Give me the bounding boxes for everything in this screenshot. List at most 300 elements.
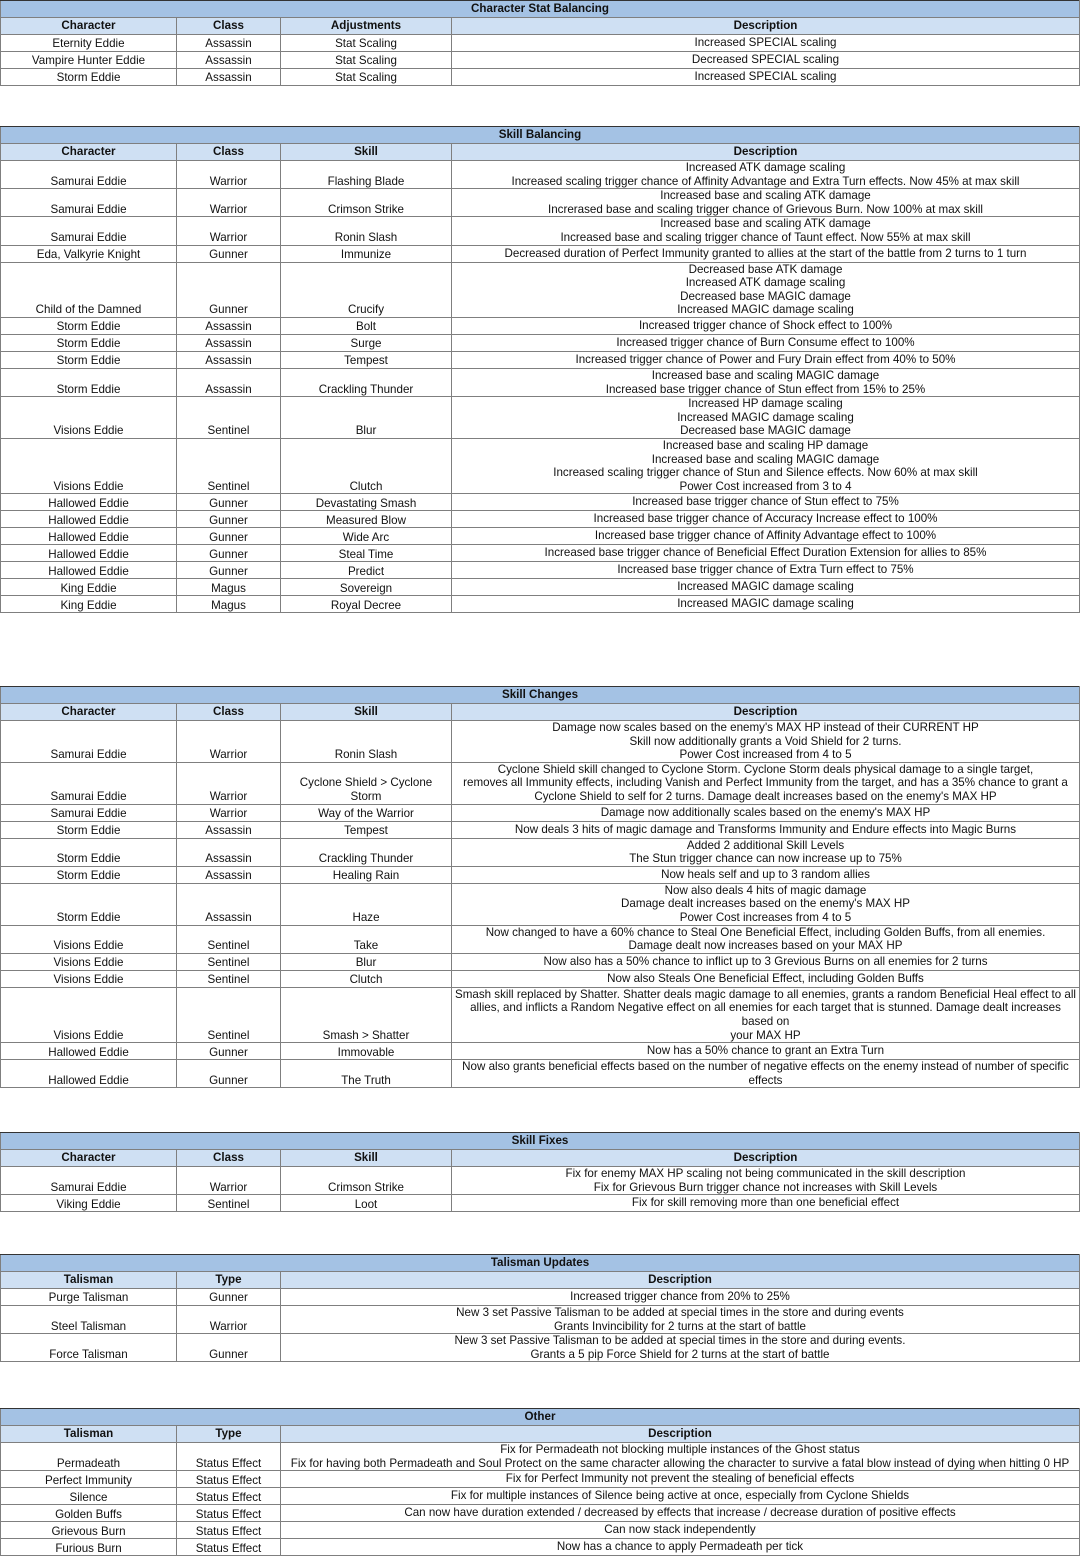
cell-class: Gunner: [177, 245, 281, 262]
table-row: [1, 1539, 1080, 1556]
description-line: Increased base trigger chance of Accuracy Increase effect to 100%: [593, 512, 938, 526]
cell-character: Samurai Eddie: [1, 161, 177, 189]
description-line: Increased trigger chance of Shock effect to 100%: [638, 319, 893, 333]
cell-skill: The Truth: [281, 1060, 452, 1088]
cell-adjustments: Stat Scaling: [281, 69, 452, 86]
cell-character: Storm Eddie: [1, 317, 177, 334]
cell-description: [281, 1539, 1080, 1556]
cell-description: [452, 545, 1080, 562]
description-line: New 3 set Passive Talisman to be added at special times in the store and during events.: [454, 1334, 906, 1348]
cell-description: [281, 1471, 1080, 1488]
description-line: Increased trigger chance from 20% to 25%: [570, 1290, 790, 1304]
cell-class: Assassin: [177, 866, 281, 883]
cell-class: Assassin: [177, 69, 281, 86]
section-skill-balancing: [0, 126, 1080, 613]
table-row: [1, 1505, 1080, 1522]
cell-character: Storm Eddie: [1, 69, 177, 86]
section-title: Character Stat Balancing: [1, 1, 1080, 18]
table-row: [1, 1306, 1080, 1334]
table-row: [1, 1289, 1080, 1306]
description-line: Fix for multiple instances of Silence being active at once, especially from Cyclone Shields: [450, 1489, 910, 1503]
description-line: Damage now scales based on the enemy's MAX HP instead of their CURRENT HP: [552, 721, 979, 734]
table-row: [1, 511, 1080, 528]
cell-character: Child of the Damned: [1, 262, 177, 317]
cell-character: King Eddie: [1, 579, 177, 596]
table-row: [1, 562, 1080, 579]
cell-type: Warrior: [177, 1306, 281, 1334]
description-line: Decreased base ATK damage: [688, 262, 843, 276]
cell-class: Warrior: [177, 161, 281, 189]
description-line: Increased base and scaling trigger chance of Taunt effect. Now 55% at max skill: [560, 230, 971, 244]
description-line: Decreased duration of Perfect Immunity granted to allies at the start of the battle from 2 turns to 1 turn: [504, 246, 1027, 260]
column-header: Skill: [281, 1150, 452, 1167]
cell-description: [452, 866, 1080, 883]
cell-class: Assassin: [177, 883, 281, 925]
cell-skill: Crackling Thunder: [281, 368, 452, 396]
cell-skill: Devastating Smash: [281, 494, 452, 511]
table-row: [1, 925, 1080, 953]
table-row: [1, 69, 1080, 86]
cell-description: [281, 1443, 1080, 1471]
table-row: [1, 579, 1080, 596]
section-title: Other: [1, 1409, 1080, 1426]
cell-description: [452, 368, 1080, 396]
description-line: Fix for skill removing more than one beneficial effect: [631, 1196, 900, 1210]
cell-type: Gunner: [177, 1334, 281, 1362]
cell-description: [452, 528, 1080, 545]
cell-description: [452, 1167, 1080, 1195]
table-row: [1, 596, 1080, 613]
cell-character: Hallowed Eddie: [1, 562, 177, 579]
cell-class: Assassin: [177, 368, 281, 396]
cell-class: Sentinel: [177, 925, 281, 953]
cell-class: Gunner: [177, 1043, 281, 1060]
cell-type: Status Effect: [177, 1488, 281, 1505]
cell-character: Eternity Eddie: [1, 35, 177, 52]
section-title: Skill Balancing: [1, 127, 1080, 144]
cell-character: Storm Eddie: [1, 334, 177, 351]
cell-skill: Clutch: [281, 438, 452, 493]
description-line: Power Cost increased from 4 to 5: [679, 748, 852, 762]
table-row: [1, 52, 1080, 69]
cell-class: Assassin: [177, 334, 281, 351]
cell-character: King Eddie: [1, 596, 177, 613]
cell-skill: Flashing Blade: [281, 161, 452, 189]
column-header: Description: [452, 18, 1080, 35]
cell-class: Gunner: [177, 262, 281, 317]
cell-character: Samurai Eddie: [1, 217, 177, 245]
table-row: [1, 953, 1080, 970]
cell-talisman: Grievous Burn: [1, 1522, 177, 1539]
cell-description: [452, 245, 1080, 262]
column-header: Description: [452, 144, 1080, 161]
column-header: Description: [452, 704, 1080, 721]
description-line: Fix for enemy MAX HP scaling not being communicated in the skill description: [565, 1167, 966, 1180]
cell-skill: Crimson Strike: [281, 1167, 452, 1195]
cell-description: [452, 161, 1080, 189]
cell-character: Visions Eddie: [1, 397, 177, 439]
cell-description: [452, 217, 1080, 245]
column-header: Skill: [281, 144, 452, 161]
description-line: Increased scaling trigger chance of Stun and Silence effects. Now 60% at max skill: [553, 466, 978, 480]
table-row: [1, 762, 1080, 804]
cell-description: [452, 883, 1080, 925]
cell-description: [452, 925, 1080, 953]
cell-skill: Bolt: [281, 317, 452, 334]
description-line: removes all Immunity effects, including Vanish and Perfect Immunity from the target, and has a 35% chance to grant a: [463, 776, 1068, 790]
table-row: [1, 1043, 1080, 1060]
cell-description: [452, 762, 1080, 804]
cell-character: Samurai Eddie: [1, 1167, 177, 1195]
cell-talisman: Force Talisman: [1, 1334, 177, 1362]
table-talisman-updates: [0, 1254, 1080, 1362]
column-header: Class: [177, 1150, 281, 1167]
table-row: [1, 528, 1080, 545]
description-line: Increased base and scaling HP damage: [662, 438, 869, 452]
description-line: Increrased base and scaling trigger chance of Grievous Burn. Now 100% at max skill: [548, 202, 983, 216]
cell-class: Gunner: [177, 545, 281, 562]
cell-type: Status Effect: [177, 1539, 281, 1556]
cell-description: [452, 189, 1080, 217]
description-line: Now also deals 4 hits of magic damage: [664, 883, 867, 897]
cell-class: Sentinel: [177, 970, 281, 987]
cell-description: [452, 262, 1080, 317]
cell-class: Sentinel: [177, 953, 281, 970]
cell-description: [452, 69, 1080, 86]
table-row: [1, 883, 1080, 925]
column-header: Class: [177, 144, 281, 161]
cell-class: Gunner: [177, 528, 281, 545]
column-header: Description: [281, 1426, 1080, 1443]
table-row: [1, 317, 1080, 334]
table-row: [1, 35, 1080, 52]
table-row: [1, 334, 1080, 351]
cell-skill: Wide Arc: [281, 528, 452, 545]
description-line: allies, and inflicts a Random Negative effect on all enemies for each target that is stunned. Damage dealt increases based on: [470, 1001, 1061, 1028]
cell-character: Storm Eddie: [1, 866, 177, 883]
table-row: [1, 804, 1080, 821]
cell-skill: Tempest: [281, 821, 452, 838]
description-line: Increased trigger chance of Power and Fury Drain effect from 40% to 50%: [575, 353, 956, 367]
cell-description: [452, 334, 1080, 351]
table-row: [1, 1471, 1080, 1488]
table-row: [1, 438, 1080, 493]
cell-character: Hallowed Eddie: [1, 494, 177, 511]
cell-class: Sentinel: [177, 987, 281, 1042]
section-title: Skill Changes: [1, 687, 1080, 704]
description-line: Can now stack independently: [604, 1523, 756, 1537]
description-line: Increased base trigger chance of Stun effect from 15% to 25%: [605, 382, 926, 396]
description-line: Cyclone Shield to self for 2 turns. Damage dealt increases based on the enemy's MAX HP: [534, 789, 997, 803]
cell-character: Hallowed Eddie: [1, 528, 177, 545]
cell-class: Warrior: [177, 217, 281, 245]
description-line: Added 2 additional Skill Levels: [686, 838, 845, 852]
table-row: [1, 1522, 1080, 1539]
table-other: [0, 1408, 1080, 1556]
description-line: Now has a 50% chance to grant an Extra Turn: [646, 1044, 885, 1058]
description-line: Smash skill replaced by Shatter. Shatter deals magic damage to all enemies, grants a random Beneficial Heal effect to all: [454, 987, 1077, 1001]
cell-class: Warrior: [177, 804, 281, 821]
cell-class: Sentinel: [177, 438, 281, 493]
cell-skill: Way of the Warrior: [281, 804, 452, 821]
table-character-stat-balancing: [0, 0, 1080, 86]
cell-description: [452, 562, 1080, 579]
description-line: Increased HP damage scaling: [688, 397, 843, 411]
cell-skill: Healing Rain: [281, 866, 452, 883]
cell-class: Gunner: [177, 494, 281, 511]
description-line: Increased MAGIC damage scaling: [677, 303, 854, 317]
table-row: [1, 397, 1080, 439]
description-line: Now also grants beneficial effects based on the number of negative effects on the enemy instead of number of specific effects: [462, 1060, 1069, 1087]
cell-skill: Immunize: [281, 245, 452, 262]
table-row: [1, 1195, 1080, 1212]
cell-class: Sentinel: [177, 397, 281, 439]
table-row: [1, 1443, 1080, 1471]
table-skill-fixes: [0, 1132, 1080, 1212]
cell-description: [452, 987, 1080, 1042]
cell-description: [452, 596, 1080, 613]
cell-character: Storm Eddie: [1, 821, 177, 838]
cell-character: Viking Eddie: [1, 1195, 177, 1212]
description-line: Increased base trigger chance of Beneficial Effect Duration Extension for allies to 85%: [544, 546, 987, 560]
cell-class: Gunner: [177, 562, 281, 579]
description-line: Damage dealt now increases based on your MAX HP: [628, 939, 903, 953]
description-line: Increased MAGIC damage scaling: [677, 580, 854, 594]
cell-character: Hallowed Eddie: [1, 511, 177, 528]
cell-description: [452, 438, 1080, 493]
cell-character: Visions Eddie: [1, 953, 177, 970]
table-row: [1, 245, 1080, 262]
section-character-stat-balancing: [0, 0, 1080, 86]
description-line: your MAX HP: [730, 1028, 801, 1042]
cell-description: [281, 1522, 1080, 1539]
column-header: Type: [177, 1272, 281, 1289]
cell-class: Warrior: [177, 189, 281, 217]
cell-class: Sentinel: [177, 1195, 281, 1212]
table-row: [1, 970, 1080, 987]
table-row: [1, 838, 1080, 866]
cell-description: [452, 970, 1080, 987]
cell-class: Assassin: [177, 317, 281, 334]
description-line: Decreased base MAGIC damage: [680, 424, 851, 438]
cell-description: [452, 804, 1080, 821]
cell-skill: Cyclone Shield > Cyclone Storm: [281, 762, 452, 804]
cell-character: Samurai Eddie: [1, 804, 177, 821]
cell-skill: Clutch: [281, 970, 452, 987]
description-line: Increased SPECIAL scaling: [694, 70, 837, 84]
description-line: Increased SPECIAL scaling: [694, 36, 837, 50]
description-line: Now changed to have a 60% chance to Steal One Beneficial Effect, including Golden Buffs, from all enemies.: [485, 925, 1046, 939]
cell-class: Gunner: [177, 511, 281, 528]
description-line: Increased trigger chance of Burn Consume effect to 100%: [616, 336, 915, 350]
column-header: Type: [177, 1426, 281, 1443]
cell-class: Magus: [177, 596, 281, 613]
cell-skill: Blur: [281, 953, 452, 970]
description-line: Now also has a 50% chance to inflict up to 3 Grevious Burns on all enemies for 2 turns: [543, 954, 988, 968]
cell-class: Warrior: [177, 1167, 281, 1195]
cell-class: Assassin: [177, 351, 281, 368]
column-header: Description: [452, 1150, 1080, 1167]
description-line: Now has a chance to apply Permadeath per tick: [556, 1540, 804, 1554]
table-row: [1, 351, 1080, 368]
cell-talisman: Purge Talisman: [1, 1289, 177, 1306]
description-line: Power Cost increases from 4 to 5: [679, 910, 852, 924]
column-header: Character: [1, 704, 177, 721]
description-line: Increased scaling trigger chance of Affinity Advantage and Extra Turn effects. Now 45% at max skill: [511, 174, 1020, 188]
cell-skill: Crimson Strike: [281, 189, 452, 217]
cell-description: [452, 397, 1080, 439]
table-row: [1, 1488, 1080, 1505]
section-title: Talisman Updates: [1, 1255, 1080, 1272]
table-row: [1, 1167, 1080, 1195]
cell-character: Hallowed Eddie: [1, 1043, 177, 1060]
cell-character: Hallowed Eddie: [1, 1060, 177, 1088]
description-line: Decreased base MAGIC damage: [680, 289, 851, 303]
cell-description: [452, 35, 1080, 52]
description-line: Increased base and scaling ATK damage: [660, 189, 871, 203]
cell-skill: Sovereign: [281, 579, 452, 596]
description-line: Increased base and scaling MAGIC damage: [651, 368, 880, 382]
cell-type: Status Effect: [177, 1505, 281, 1522]
cell-skill: Crucify: [281, 262, 452, 317]
cell-description: [452, 511, 1080, 528]
cell-description: [452, 579, 1080, 596]
description-line: Now heals self and up to 3 random allies: [661, 867, 870, 881]
description-line: Increased base trigger chance of Extra Turn effect to 75%: [617, 563, 914, 577]
table-row: [1, 866, 1080, 883]
column-header: Description: [281, 1272, 1080, 1289]
cell-adjustments: Stat Scaling: [281, 52, 452, 69]
cell-character: Storm Eddie: [1, 883, 177, 925]
cell-skill: Ronin Slash: [281, 721, 452, 763]
cell-character: Eda, Valkyrie Knight: [1, 245, 177, 262]
description-line: Increased MAGIC damage scaling: [677, 410, 854, 424]
cell-type: Status Effect: [177, 1522, 281, 1539]
cell-description: [452, 838, 1080, 866]
cell-character: Vampire Hunter Eddie: [1, 52, 177, 69]
cell-class: Assassin: [177, 838, 281, 866]
cell-adjustments: Stat Scaling: [281, 35, 452, 52]
cell-character: Samurai Eddie: [1, 721, 177, 763]
cell-character: Visions Eddie: [1, 970, 177, 987]
cell-character: Samurai Eddie: [1, 762, 177, 804]
cell-skill: Take: [281, 925, 452, 953]
description-line: Fix for Grievous Burn trigger chance not increases with Skill Levels: [593, 1180, 938, 1194]
section-skill-changes: [0, 686, 1080, 1088]
section-other: [0, 1408, 1080, 1556]
cell-description: [452, 1060, 1080, 1088]
cell-class: Assassin: [177, 821, 281, 838]
cell-skill: Royal Decree: [281, 596, 452, 613]
cell-skill: Crackling Thunder: [281, 838, 452, 866]
description-line: Increased ATK damage scaling: [685, 161, 846, 174]
description-line: Power Cost increased from 3 to 4: [679, 479, 852, 493]
cell-character: Samurai Eddie: [1, 189, 177, 217]
description-line: Cyclone Shield skill changed to Cyclone Storm. Cyclone Storm deals physical damage to a single target,: [497, 762, 1034, 776]
cell-description: [452, 52, 1080, 69]
column-header: Skill: [281, 704, 452, 721]
cell-class: Magus: [177, 579, 281, 596]
cell-skill: Predict: [281, 562, 452, 579]
description-line: Damage dealt increases based on the enemy's MAX HP: [621, 897, 910, 911]
cell-skill: Loot: [281, 1195, 452, 1212]
cell-character: Storm Eddie: [1, 351, 177, 368]
table-row: [1, 217, 1080, 245]
description-line: Increased base and scaling ATK damage: [660, 217, 871, 231]
cell-class: Warrior: [177, 762, 281, 804]
cell-description: [452, 821, 1080, 838]
table-row: [1, 189, 1080, 217]
column-header: Talisman: [1, 1426, 177, 1443]
table-row: [1, 161, 1080, 189]
description-line: Damage now additionally scales based on the enemy's MAX HP: [600, 805, 931, 819]
cell-type: Status Effect: [177, 1443, 281, 1471]
cell-talisman: Silence: [1, 1488, 177, 1505]
cell-description: [281, 1289, 1080, 1306]
cell-description: [281, 1306, 1080, 1334]
cell-description: [281, 1505, 1080, 1522]
column-header: Character: [1, 1150, 177, 1167]
cell-description: [452, 721, 1080, 763]
cell-character: Storm Eddie: [1, 838, 177, 866]
table-row: [1, 1060, 1080, 1088]
cell-talisman: Golden Buffs: [1, 1505, 177, 1522]
description-line: The Stun trigger chance can now increase up to 75%: [629, 852, 902, 866]
cell-character: Visions Eddie: [1, 438, 177, 493]
table-row: [1, 368, 1080, 396]
table-skill-changes: [0, 686, 1080, 1088]
table-row: [1, 987, 1080, 1042]
cell-description: [452, 1043, 1080, 1060]
cell-character: Storm Eddie: [1, 368, 177, 396]
description-line: Increased base trigger chance of Stun effect to 75%: [632, 495, 899, 509]
cell-description: [452, 351, 1080, 368]
cell-description: [452, 953, 1080, 970]
column-header: Adjustments: [281, 18, 452, 35]
cell-skill: Ronin Slash: [281, 217, 452, 245]
cell-description: [452, 317, 1080, 334]
cell-skill: Blur: [281, 397, 452, 439]
cell-skill: Smash > Shatter: [281, 987, 452, 1042]
cell-talisman: Permadeath: [1, 1443, 177, 1471]
table-row: [1, 494, 1080, 511]
description-line: Can now have duration extended / decreased by effects that increase / decrease duration of positive effects: [404, 1506, 956, 1520]
table-row: [1, 721, 1080, 763]
description-line: Skill now additionally grants a Void Shield for 2 turns.: [629, 734, 902, 748]
section-skill-fixes: [0, 1132, 1080, 1212]
cell-skill: Immovable: [281, 1043, 452, 1060]
description-line: Increased base and scaling MAGIC damage: [651, 452, 880, 466]
cell-class: Gunner: [177, 1060, 281, 1088]
description-line: Decreased SPECIAL scaling: [691, 53, 840, 67]
cell-description: [452, 1195, 1080, 1212]
description-line: Now also Steals One Beneficial Effect, including Golden Buffs: [607, 971, 924, 985]
table-skill-balancing: [0, 126, 1080, 613]
description-line: Increased ATK damage scaling: [685, 276, 846, 290]
section-title: Skill Fixes: [1, 1133, 1080, 1150]
cell-skill: Surge: [281, 334, 452, 351]
description-line: Grants Invincibility for 2 turns at the start of battle: [554, 1319, 806, 1333]
column-header: Talisman: [1, 1272, 177, 1289]
section-talisman-updates: [0, 1254, 1080, 1362]
cell-talisman: Steel Talisman: [1, 1306, 177, 1334]
column-header: Class: [177, 704, 281, 721]
cell-skill: Tempest: [281, 351, 452, 368]
cell-character: Visions Eddie: [1, 987, 177, 1042]
cell-description: [281, 1334, 1080, 1362]
cell-description: [452, 494, 1080, 511]
cell-type: Status Effect: [177, 1471, 281, 1488]
